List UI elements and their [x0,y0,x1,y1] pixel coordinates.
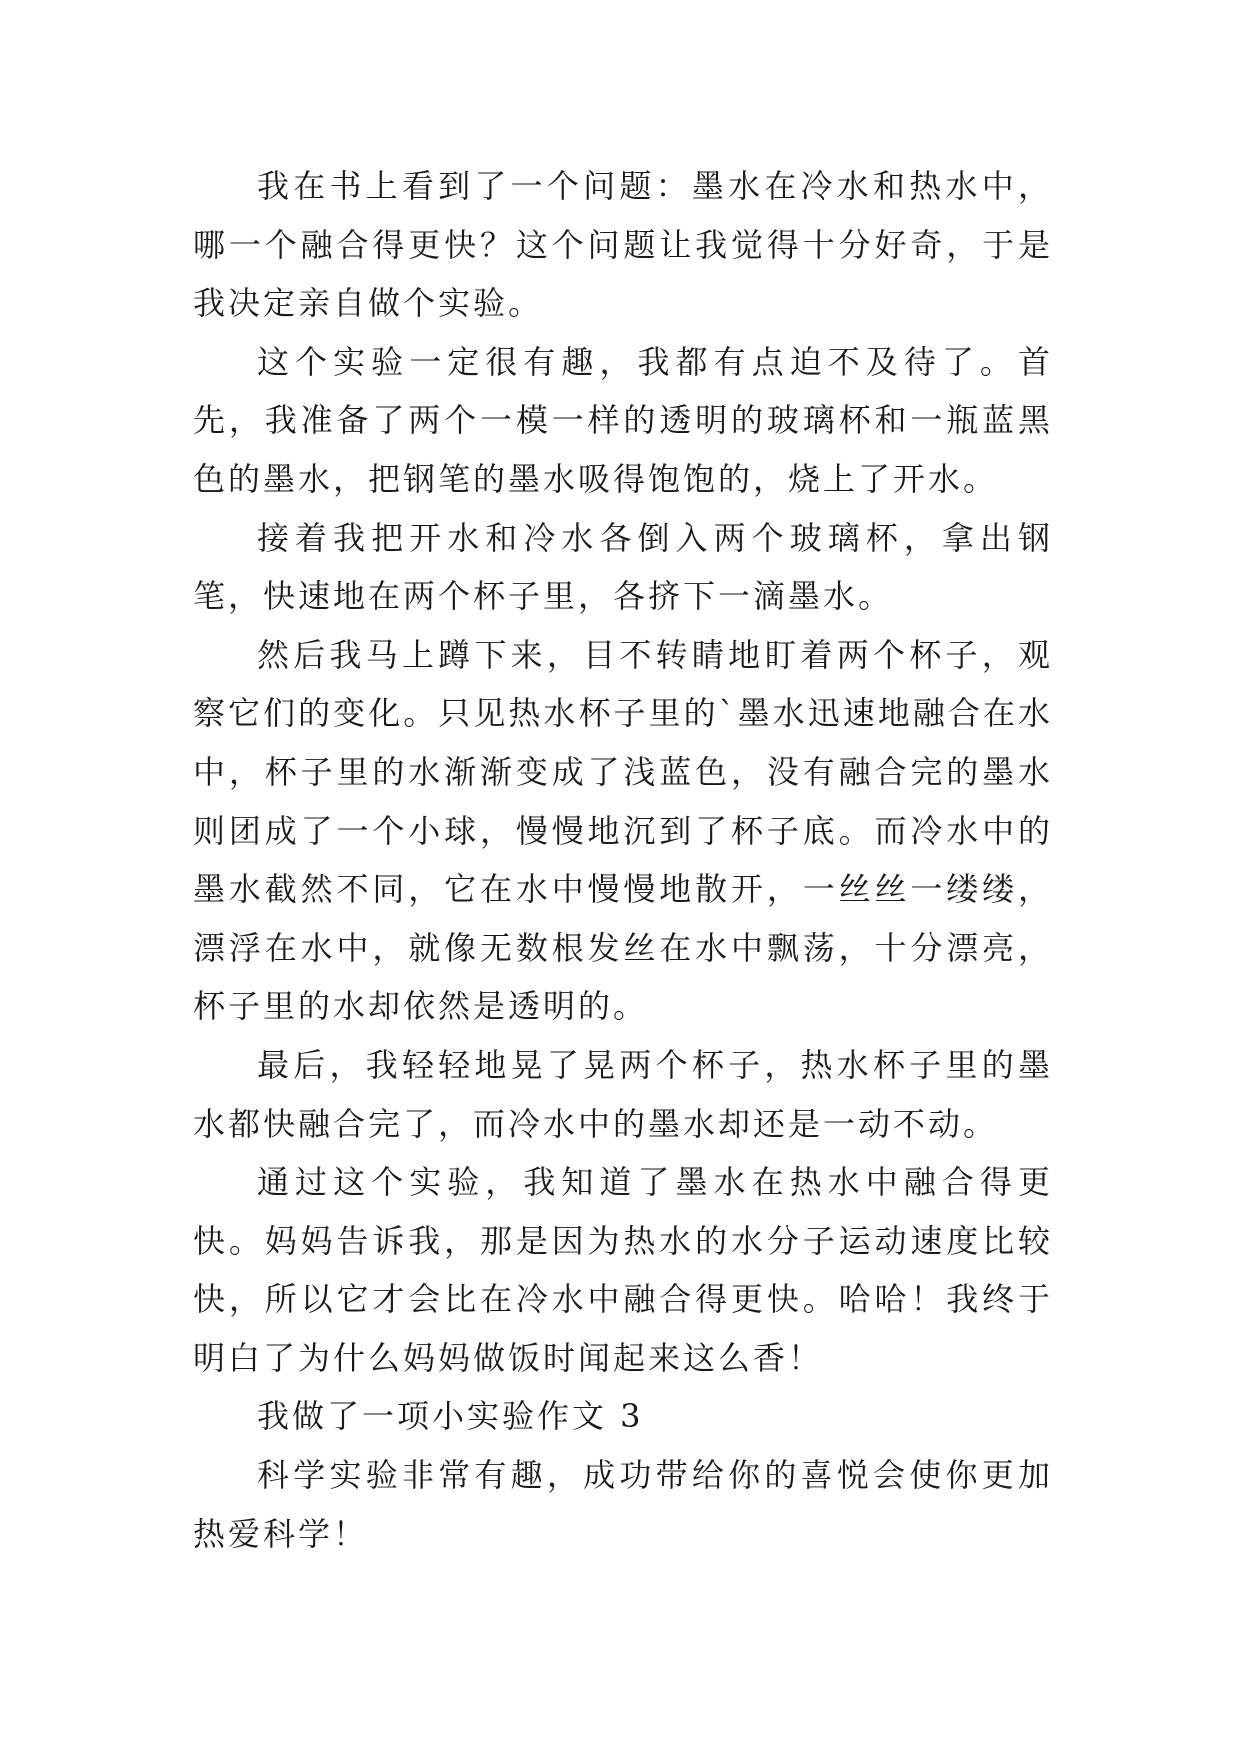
paragraph-2: 这个实验一定很有趣，我都有点迫不及待了。首先，我准备了两个一模一样的透明的玻璃杯和一瓶蓝黑色的墨水，把钢笔的墨水吸得饱饱的，烧上了开水。 [193,342,1053,498]
document-body [193,157,1053,1563]
paragraph-closing: 科学实验非常有趣，成功带给你的喜悦会使你更加热爱科学！ [193,1456,1053,1553]
paragraph-6: 通过这个实验，我知道了墨水在热水中融合得更快。妈妈告诉我，那是因为热水的水分子运动速度比较快，所以它才会比在冷水中融合得更快。哈哈！我终于明白了为什么妈妈做饭时闻起来这么香！ [193,1163,1053,1377]
paragraph-4: 然后我马上蹲下来，目不转睛地盯着两个杯子，观察它们的变化。只见热水杯子里的`墨水迅速地融合在水中，杯子里的水渐渐变成了浅蓝色，没有融合完的墨水则团成了一个小球，慢慢地沉到了杯子底。而冷水中的墨水截然不同，它在水中慢慢地散开，一丝丝一缕缕，漂浮在水中，就像无数根发丝在水中飘荡，十分漂亮，杯子里的水却依然是透明的。 [193,635,1053,1026]
paragraph-3: 接着我把开水和冷水各倒入两个玻璃杯，拿出钢笔，快速地在两个杯子里，各挤下一滴墨水。 [193,518,1053,616]
paragraph-1: 我在书上看到了一个问题：墨水在冷水和热水中，哪一个融合得更快？这个问题让我觉得十分好奇，于是我决定亲自做个实验。 [193,167,1053,323]
paragraph-5: 最后，我轻轻地晃了晃两个杯子，热水杯子里的墨水都快融合完了，而冷水中的墨水却还是一动不动。 [193,1045,1053,1143]
section-heading: 我做了一项小实验作文 3 [257,1397,644,1436]
